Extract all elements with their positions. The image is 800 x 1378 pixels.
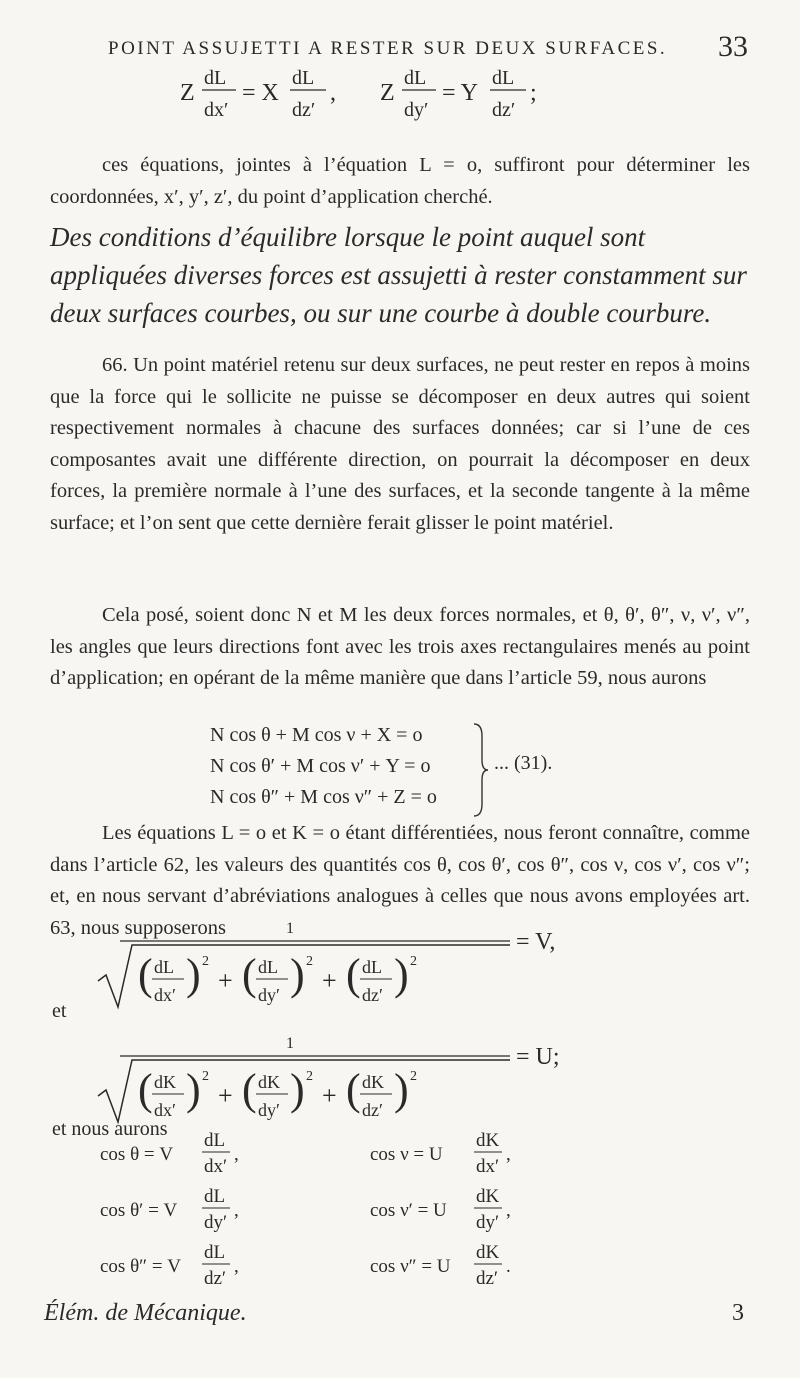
svg-text:): ) (186, 1065, 201, 1114)
running-head-title: POINT ASSUJETTI A RESTER SUR DEUX SURFACES. (108, 38, 668, 59)
svg-text:= U;: = U; (516, 1044, 560, 1070)
svg-text:cos θ′ = V: cos θ′ = V (100, 1200, 178, 1221)
cos-right-2 (370, 1186, 511, 1233)
svg-text:;: ; (530, 80, 537, 106)
svg-text:Z: Z (380, 80, 395, 106)
svg-text:dy′: dy′ (258, 985, 280, 1005)
svg-text:1: 1 (286, 1035, 294, 1052)
svg-text:dz′: dz′ (492, 99, 516, 121)
svg-text:dz′: dz′ (362, 1100, 383, 1120)
svg-text:cos ν″ = U: cos ν″ = U (370, 1256, 451, 1277)
svg-text:,: , (234, 1256, 239, 1277)
svg-text:(: ( (346, 1065, 361, 1114)
svg-text:+: + (322, 966, 337, 995)
svg-text:,: , (506, 1144, 511, 1165)
formula-U (90, 1030, 670, 1130)
label-et: et (52, 1000, 67, 1022)
system-line-2: N cos θ′ + M cos ν′ + Y = o (210, 755, 431, 777)
svg-text:(: ( (242, 1065, 257, 1114)
svg-text:(: ( (242, 950, 257, 999)
svg-text:cos ν = U: cos ν = U (370, 1144, 443, 1165)
svg-text:dK: dK (476, 1186, 500, 1207)
svg-text:2: 2 (202, 954, 209, 969)
svg-text:dx′: dx′ (154, 1100, 176, 1120)
svg-text:dK: dK (476, 1130, 500, 1151)
paragraph-2: 66. Un point matériel retenu sur deux surfaces, ne peut rester en repos à moins que la force qui le sollicite ne puisse se décomposer en deux autres qui soient respectivement normales à chacune des surfaces données; car si l’une de ces composantes avait une différente direction, on pourrait la décomposer en deux forces, la première normale à l’une des surfaces, et la seconde tangente à la même surface; et l’on sent que cette dernière ferait glisser le point matériel. (50, 354, 750, 534)
paragraph-4: Les équations L = o et K = o étant différentiées, nous feront connaître, comme dans l’article 62, les valeurs des quantités cos θ, cos θ′, cos θ″, cos ν, cos ν′, cos ν″; et, en nous servant d’abréviations analogues à celles que nous avons employées art. 63, nous supposerons (50, 822, 750, 939)
svg-text:= Y: = Y (442, 80, 478, 106)
svg-text:Z: Z (180, 80, 195, 106)
system-number: ... (31). (494, 752, 553, 774)
label-nous-aurons: et nous aurons (52, 1118, 168, 1140)
svg-text:): ) (394, 1065, 409, 1114)
cos-right-1 (370, 1130, 511, 1177)
svg-text:(: ( (346, 950, 361, 999)
svg-text:= V,: = V, (516, 929, 556, 955)
svg-text:,: , (506, 1200, 511, 1221)
page-number: 33 (718, 30, 748, 63)
svg-text:dy′: dy′ (204, 1212, 228, 1233)
svg-text:dL: dL (204, 1186, 226, 1207)
page-footer (44, 1300, 744, 1340)
svg-text:cos θ″ = V: cos θ″ = V (100, 1256, 182, 1277)
system-line-3: N cos θ″ + M cos ν″ + Z = o (210, 786, 437, 808)
svg-text:dz′: dz′ (476, 1268, 499, 1289)
svg-text:dL: dL (492, 67, 515, 89)
svg-text:= X: = X (242, 80, 279, 106)
svg-text:+: + (322, 1081, 337, 1110)
svg-text:dy′: dy′ (404, 99, 429, 121)
svg-text:2: 2 (306, 1069, 313, 1084)
svg-text:2: 2 (202, 1069, 209, 1084)
paragraph-1: ces équations, jointes à l’équation L = o, suffiront pour déterminer les coordonnées, x′, y′, z′, du point d’application cherché. (50, 154, 750, 208)
svg-text:dK: dK (362, 1072, 384, 1092)
cos-left-1 (100, 1130, 239, 1177)
cos-right-3 (370, 1242, 511, 1289)
svg-text:+: + (218, 1081, 233, 1110)
svg-text:2: 2 (410, 954, 417, 969)
section-title: Des conditions d’équilibre lorsque le point auquel sont appliquées diverses forces est assujetti à rester constamment sur deux surfaces courbes, ou sur une courbe à double courbure. (50, 222, 747, 328)
svg-text:dL: dL (204, 67, 227, 89)
svg-text:dy′: dy′ (476, 1212, 500, 1233)
svg-text:2: 2 (306, 954, 313, 969)
svg-text:dL: dL (258, 957, 278, 977)
top-equations (180, 60, 640, 130)
footer-signature: Élém. de Mécanique. (44, 1300, 247, 1326)
formula-V-numerator: 1 (286, 920, 294, 937)
svg-text:dz′: dz′ (362, 985, 383, 1005)
svg-text:dx′: dx′ (154, 985, 176, 1005)
svg-text:dK: dK (258, 1072, 280, 1092)
svg-text:,: , (234, 1144, 239, 1165)
svg-text:dL: dL (362, 957, 382, 977)
svg-text:,: , (330, 80, 336, 106)
svg-text:dL: dL (292, 67, 315, 89)
svg-text:cos θ = V: cos θ = V (100, 1144, 174, 1165)
svg-text:dK: dK (154, 1072, 176, 1092)
cos-left-2 (100, 1186, 239, 1233)
svg-text:dL: dL (404, 67, 427, 89)
sheet-number: 3 (732, 1300, 744, 1326)
svg-text:dx′: dx′ (476, 1156, 500, 1177)
svg-text:dL: dL (204, 1242, 226, 1263)
svg-text:dz′: dz′ (204, 1268, 227, 1289)
cosine-results (100, 1128, 640, 1298)
paragraph-3: Cela posé, soient donc N et M les deux forces normales, et θ, θ′, θ″, ν, ν′, ν″, les angles que leurs directions font avec les trois axes rectangulaires menés au point d’application; en opérant de la même manière que dans l’article 59, nous aurons (50, 604, 750, 689)
svg-text:dx′: dx′ (204, 99, 229, 121)
svg-text:2: 2 (410, 1069, 417, 1084)
svg-text:dy′: dy′ (258, 1100, 280, 1120)
formula-V (90, 915, 670, 1015)
svg-text:): ) (394, 950, 409, 999)
svg-text:): ) (186, 950, 201, 999)
svg-text:(: ( (138, 1065, 153, 1114)
svg-text:(: ( (138, 950, 153, 999)
svg-text:dL: dL (204, 1130, 226, 1151)
svg-text:dz′: dz′ (292, 99, 316, 121)
system-line-1: N cos θ + M cos ν + X = o (210, 724, 423, 746)
svg-text:.: . (506, 1256, 511, 1277)
cos-left-3 (100, 1242, 239, 1289)
svg-text:dL: dL (154, 957, 174, 977)
svg-text:): ) (290, 1065, 305, 1114)
svg-text:): ) (290, 950, 305, 999)
svg-text:dK: dK (476, 1242, 500, 1263)
svg-text:,: , (234, 1200, 239, 1221)
system-brace (470, 722, 490, 818)
svg-text:dx′: dx′ (204, 1156, 228, 1177)
equation-system (210, 720, 437, 813)
svg-text:cos ν′ = U: cos ν′ = U (370, 1200, 447, 1221)
svg-text:+: + (218, 966, 233, 995)
